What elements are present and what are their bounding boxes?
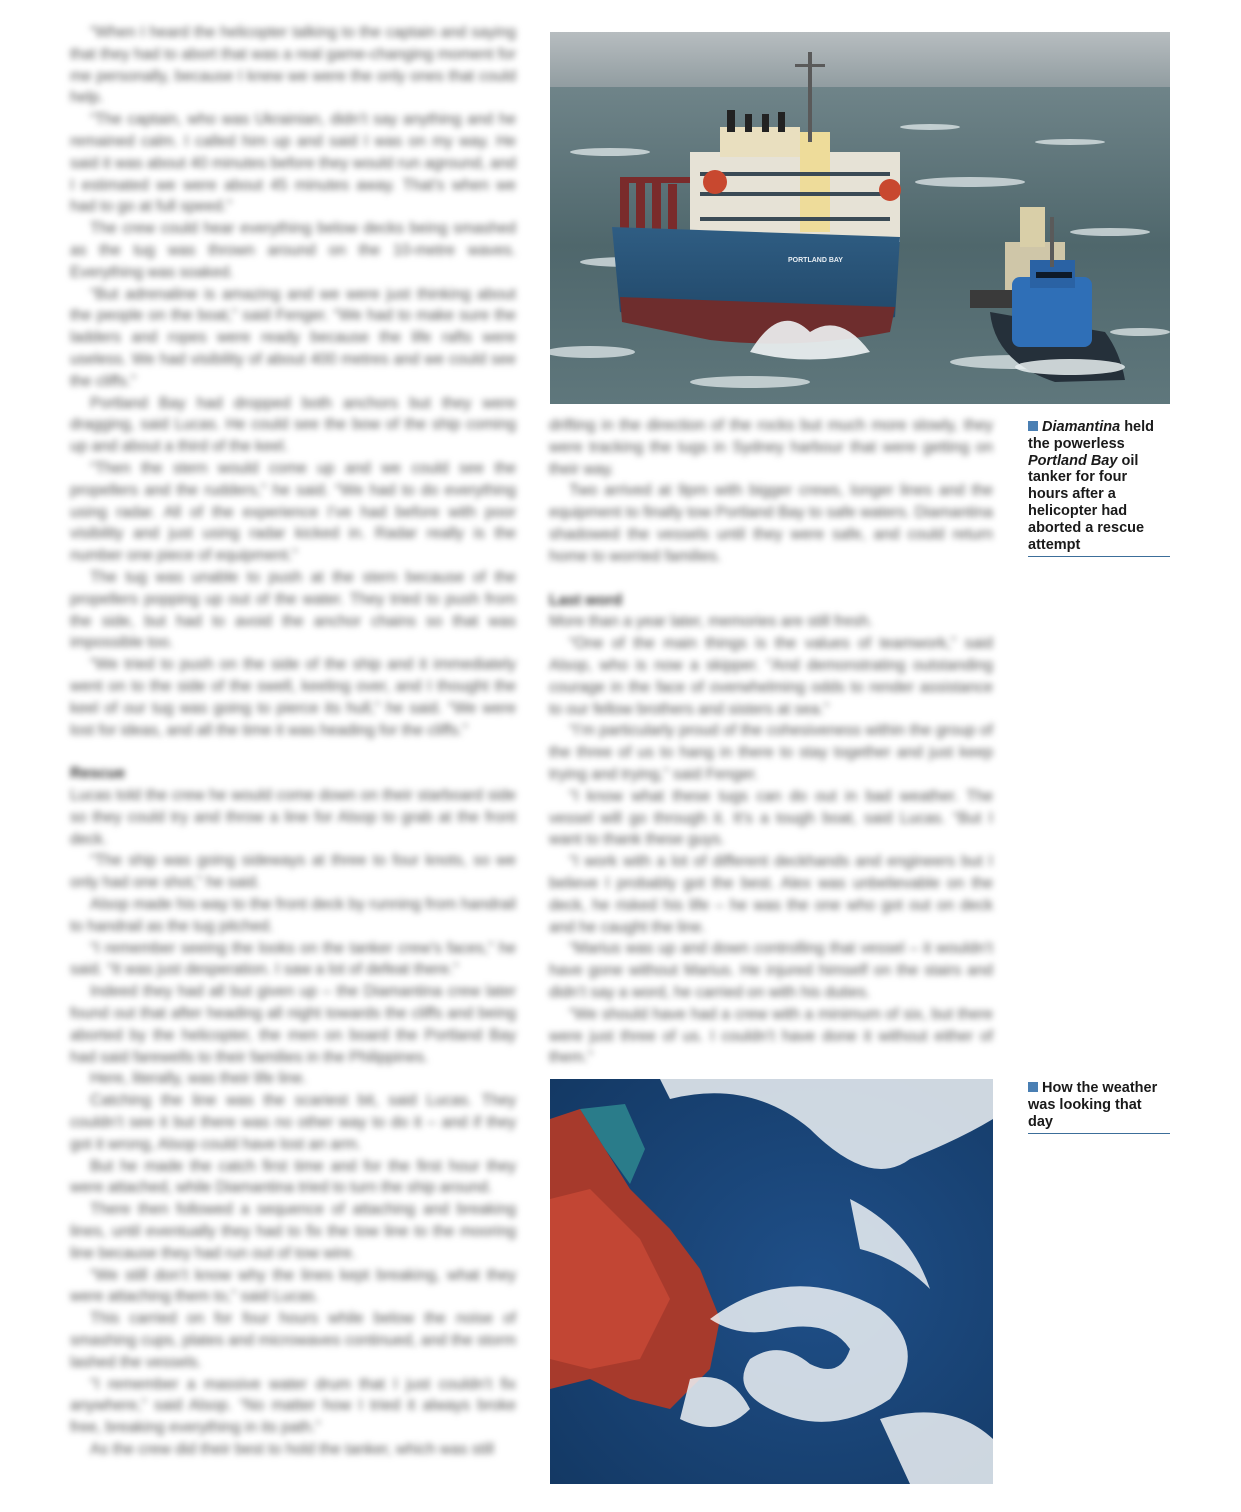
article-paragraph: “I know what these tugs can do out in bad weather. The vessel will go through it. It’s a tough boat, said Lucas. “But I want to thank these guys. [549,787,993,849]
article-paragraph: As the crew did their best to hold the tanker, which was still [90,1441,495,1458]
caption-weather-text: How the weather was looking that day [1028,1080,1158,1130]
article-paragraph: Lucas told the crew he would come down on their starboard side so they could try and throw a line for Alsop to grab at the front deck. [70,787,516,848]
article-paragraph: Indeed they had all but given up – the Diamantina crew later found out that after heading all night towards the cliffs and being aborted by the helicopter, the men on board the Portland Bay had said farewells to their families in the Philippines. [70,983,516,1066]
article-paragraph: “The captain, who was Ukrainian, didn’t say anything and he remained calm. I called him up and said I was on my way. He said it was about 40 minutes before they would run aground, and I estimated we were about 45 minutes away. That’s when we had to go at full speed.” [70,111,516,216]
weather-photo-caption [1028,1080,1170,1134]
article-paragraph: Here, literally, was their life line. [90,1070,307,1088]
section-heading: Rescue [70,765,126,783]
article-paragraph: Portland Bay had dropped both anchors but they were dragging, said Lucas. He could see the bow of the ship coming up and about a third of the keel. [70,394,516,456]
ship-rescue-illustration [550,32,1170,404]
article-paragraph: Two arrived at 9pm with bigger crews, longer lines and the equipment to finally tow Portland Bay to safe waters. Diamantina shadowed the vessels until they were safe, and could return home to worried families. [549,482,993,565]
article-paragraph: “We still don’t know why the lines kept breaking, what they were attaching them to,” said Lucas. [70,1266,516,1306]
article-paragraph: There then followed a sequence of attaching and breaking lines, until eventually they had to fix the tow line to the mooring line because they had run out of tow wire. [70,1201,516,1262]
caption-text-a: held the powerless [1028,419,1155,452]
paragraph-gap [70,741,516,763]
article-paragraph: “Marius was up and down controlling that vessel – it wouldn’t have gone without Marius. He injured himself on the stairs and didn’t say a word, he carried on with his duties. [549,940,993,1001]
article-paragraph: “I remember seeing the looks on the tanker crew’s faces,” he said. “It was just desperation. I saw a lot of defeat there.” [70,939,516,979]
article-paragraph: “I’m particularly proud of the cohesiveness within the group of the three of us to hang in there to stay together and just keep trying and trying,” said Fenger. [549,722,993,783]
caption-square-icon [1028,421,1038,431]
ship-photo [550,32,1170,404]
article-paragraph: “Then the stern would come up and we could see the propellers and the rudders,” he said. “We had to do everything using radar. All of the experience I’ve had before with poor visibility and just using radar kicked in. Radar really is the number one piece of equipment.” [70,459,516,565]
article-paragraph: “We tried to push on the side of the ship and it immediately went on to the side of the swell, keeling over, and I thought the keel of our tug was going to pierce its hull,” he said. “We were lost for ideas, and all the time it was heading for the cliffs.” [70,656,516,739]
caption-tanker-name: Portland Bay [1028,452,1118,469]
caption-square-icon [1028,1082,1038,1092]
article-paragraph: Alsop made his way to the front deck by running from handrail to handrail as the tug pitched. [70,896,516,935]
caption-text-b: oil tanker for four hours after a helicopter had aborted a rescue attempt [1028,452,1145,553]
article-paragraph: “I remember a massive water drum that I just couldn’t fix anywhere,” said Alsop. “No matter how I tried it always broke free, breaking everything in its path.” [70,1375,516,1437]
article-paragraph: “We should have had a crew with a minimum of six, but there were just three of us. I couldn’t have done it without either of them.” [549,1005,993,1067]
satellite-illustration [550,1079,993,1484]
article-column-left [70,22,516,1461]
article-paragraph: But he made the catch first time and for the first hour they were attached, while Diamantina tried to turn the ship around. [70,1157,516,1197]
ship-photo-caption [1028,419,1170,557]
article-paragraph: “When I heard the helicopter talking to the captain and saying that they had to abort that was a real game-changing moment for me personally, because I knew we were the only ones that could help. [70,24,516,107]
article-paragraph: This carried on for four hours while below the noise of smashing cups, plates and microwaves continued, and the storm lashed the vessels. [70,1310,516,1371]
article-paragraph: The tug was unable to push at the stern because of the propellers popping up out of the water. They tried to push from the side, but had to avoid the anchor chains so that was impossible too. [70,568,516,652]
hull-name-text: PORTLAND BAY [788,257,843,264]
article-paragraph: “But adrenaline is amazing and we were just thinking about the people on the boat,” said Fenger. “We had to make sure the ladders and ropes were ready because the life rafts were useless. We had visibility of about 400 metres and we could see the cliffs.” [70,285,516,390]
caption-tug-name: Diamantina [1042,419,1121,435]
satellite-weather-photo [550,1079,993,1484]
article-paragraph: More than a year later, memories are still fresh. [549,613,873,631]
section-heading: Last word [549,591,623,609]
article-column-middle [549,415,993,1069]
article-paragraph: “The ship was going sideways at three to four knots, so we only had one shot,” he said. [70,852,516,892]
article-paragraph: “I work with a lot of different deckhands and engineers but I believe I probably got the best. Alex was unbelievable on the deck, he risked his life – he was the one who got out on deck and he caught the line. [549,853,993,936]
article-paragraph: The crew could hear everything below decks being smashed as the tug was thrown around on the 10-metre waves. Everything was soaked. [70,220,516,281]
article-paragraph: “One of the main things is the values of teamwork,” said Alsop, who is now a skipper. “And demonstrating outstanding courage in the face of overwhelming odds to render assistance to our fellow brothers and sisters at sea.” [549,635,993,718]
paragraph-gap [549,568,993,590]
article-paragraph: Catching the line was the scariest bit, said Lucas. They couldn’t see it but there was no other way to do it – and if they got it wrong, Alsop could have lost an arm. [70,1092,516,1153]
article-paragraph: drifting in the direction of the rocks but much more slowly, they were tracking the tugs in Sydney harbour that were getting on their way. [549,417,993,478]
